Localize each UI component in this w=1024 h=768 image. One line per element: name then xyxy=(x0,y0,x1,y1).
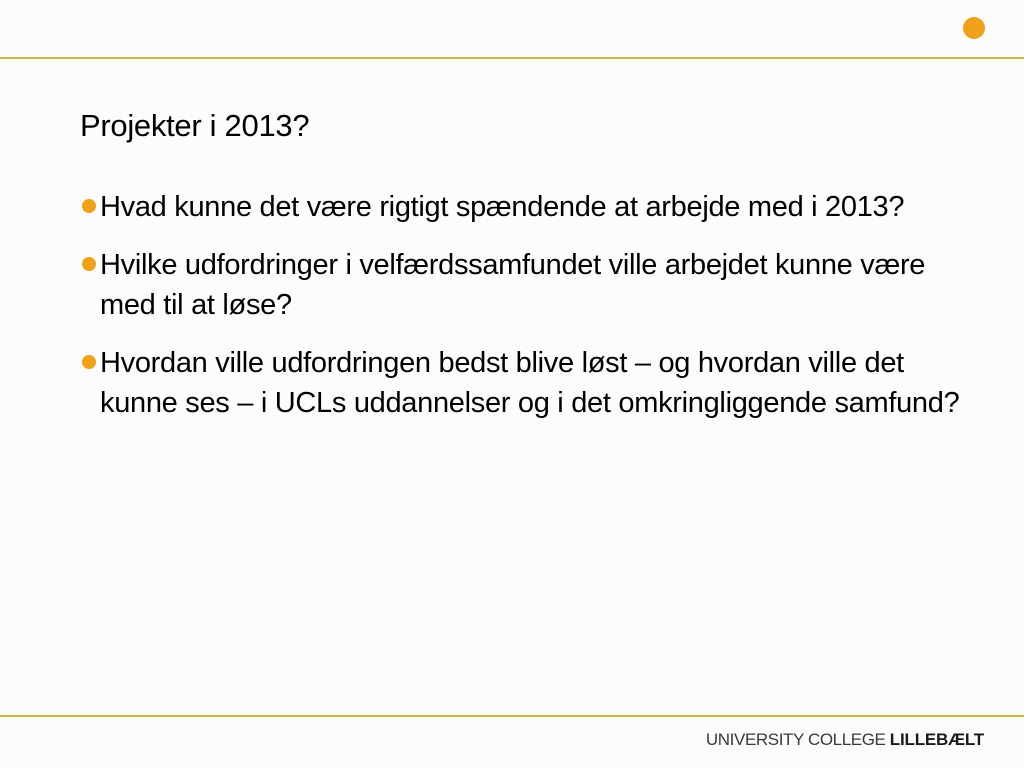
bullet-text: Hvordan ville udfordringen bedst blive løst – og hvordan ville det kunne ses – i UCLs uddannelser og i det omkringliggende samfund? xyxy=(100,346,960,419)
logo-text-regular: UNIVERSITY COLLEGE xyxy=(705,730,886,749)
bottom-divider-line xyxy=(0,715,1024,717)
bullet-text: Hvilke udfordringer i velfærdssamfundet ville arbejdet kunne være med til at løse? xyxy=(100,248,926,321)
bullet-item xyxy=(80,187,960,228)
orange-bullet-icon xyxy=(82,355,96,369)
orange-dot-icon xyxy=(963,17,985,39)
bullet-item xyxy=(80,245,960,326)
top-divider-line xyxy=(0,57,1024,59)
logo-text-bold: LILLEBÆLT xyxy=(889,730,984,749)
university-logo xyxy=(706,730,984,750)
slide-title: Projekter i 2013? xyxy=(80,108,310,143)
bullet-text: Hvad kunne det være rigtigt spændende at arbejde med i 2013? xyxy=(100,191,905,223)
bullet-item xyxy=(80,343,960,424)
orange-bullet-icon xyxy=(82,257,96,271)
bullet-list xyxy=(80,187,960,441)
orange-bullet-icon xyxy=(82,199,96,213)
